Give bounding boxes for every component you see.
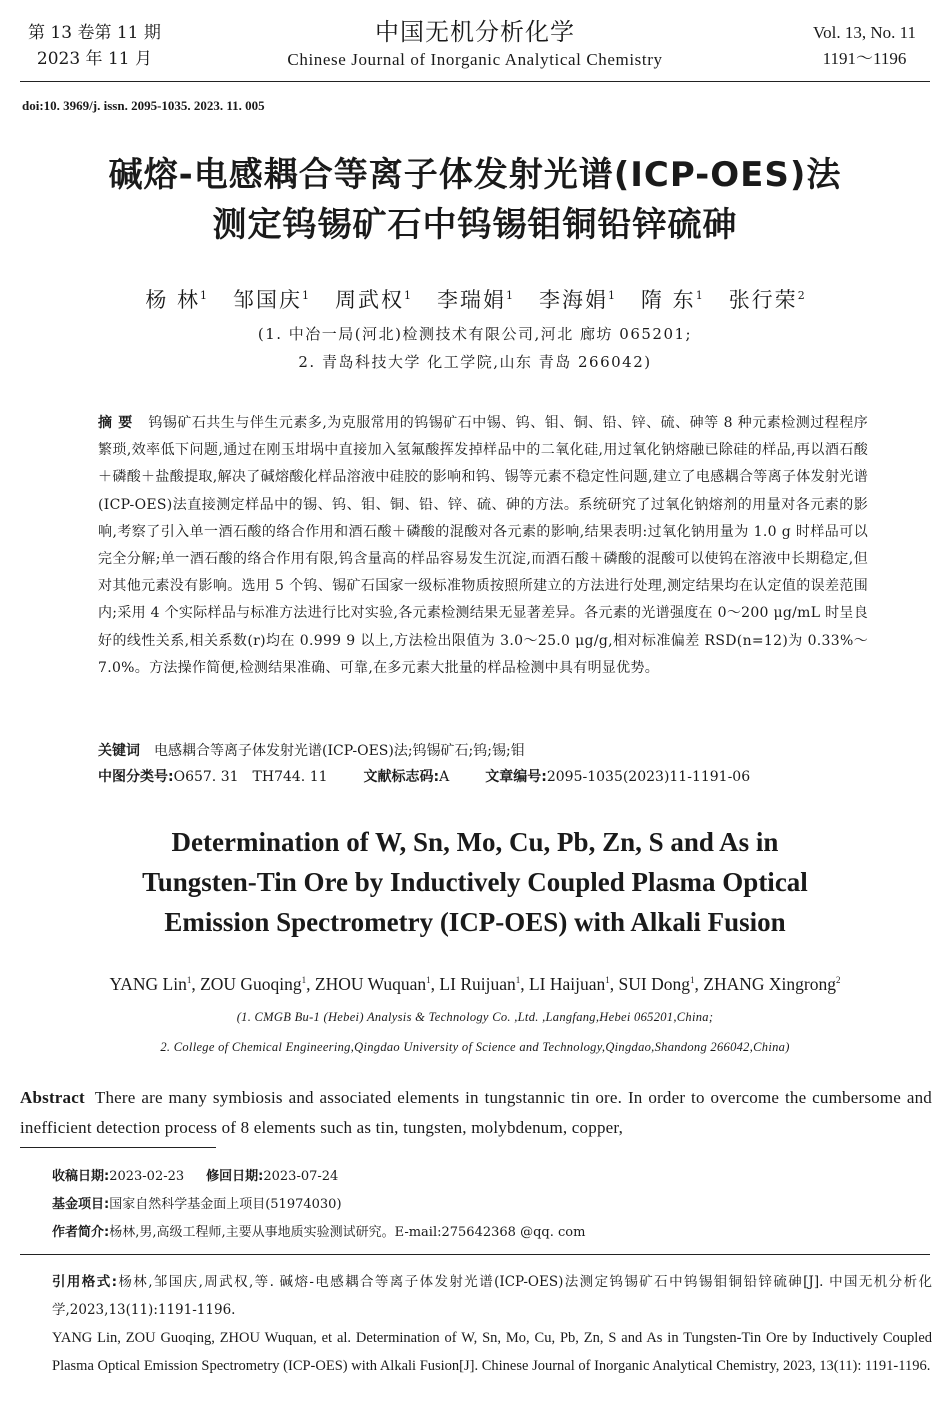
affiliation-cn-2: 2. 青岛科技大学 化工学院,山东 青岛 266042) (298, 353, 652, 371)
author-en: ZHOU Wuquan$^1$ (314, 974, 431, 994)
article-number-value: 2095-1035(2023)11-1191-06 (546, 769, 751, 785)
keywords-text: 电感耦合等离子体发射光谱(ICP-OES)法;钨锡矿石;钨;锡;钼 (154, 743, 525, 759)
fund-text: 国家自然科学基金面上项目(51974030) (109, 1197, 342, 1212)
title-en-line1: Determination of W, Sn, Mo, Cu, Pb, Zn, S and As in (171, 827, 779, 857)
title-en-line3: Emission Spectrometry (ICP-OES) with Alkali Fusion (164, 907, 786, 937)
article-number-label: 文章编号: (485, 769, 547, 785)
abstract-en-label: Abstract (20, 1088, 85, 1107)
affiliation-en-2: 2. College of Chemical Engineering,Qingdao University of Science and Technology,Qingdao,Shandong 266042,China) (160, 1040, 790, 1054)
author-en: LI Haijuan$^1$ (528, 974, 610, 994)
header-volume-en: Vol. 13, No. 11 (813, 23, 916, 42)
title-cn-line1: 碱熔-电感耦合等离子体发射光谱(ICP-OES)法 (108, 155, 842, 195)
abstract-en (20, 1083, 932, 1143)
author-en: SUI Dong$^1$ (618, 974, 695, 994)
author-cn: 张行荣$^2$ (728, 288, 805, 312)
citation-block (52, 1268, 932, 1380)
revised-date: 2023-07-24 (263, 1169, 339, 1184)
title-cn-line2: 测定钨锡矿石中钨锡钼铜铅锌硫砷 (212, 205, 738, 245)
authors-en: YANG Lin$^1$, ZOU Guoqing$^1$, ZHOU Wuquan$^1$, LI Ruijuan$^1$, LI Haijuan$^1$, SUI Dong$^1$, ZHANG Xingrong$^2$ (109, 974, 841, 994)
title-cn (0, 150, 950, 250)
author-en: YANG Lin$^1$ (109, 974, 192, 994)
affiliation-en-1: (1. CMGB Bu-1 (Hebei) Analysis & Technology Co. ,Ltd. ,Langfang,Hebei 065201,China; (236, 1010, 714, 1024)
author-cn: 隋 东$^1$ (641, 288, 703, 312)
journal-name-en: Chinese Journal of Inorganic Analytical Chemistry (287, 50, 663, 69)
keywords (98, 738, 888, 764)
citation-divider (20, 1254, 930, 1255)
author-bio-label: 作者简介: (52, 1225, 110, 1240)
footnote-divider (20, 1147, 216, 1148)
header-pages: 1191～1196 (822, 49, 907, 68)
revised-label: 修回日期: (206, 1169, 264, 1184)
citation-label: 引用格式: (52, 1274, 117, 1290)
abstract-cn (98, 410, 868, 682)
clc-label: 中图分类号: (98, 769, 174, 785)
title-en-line2: Tungsten-Tin Ore by Inductively Coupled Plasma Optical (142, 867, 808, 897)
author-bio-text: 杨林,男,高级工程师,主要从事地质实验测试研究。E-mail:275642368 @qq. com (109, 1225, 586, 1240)
author-en: ZOU Guoqing$^1$ (200, 974, 307, 994)
header-volume-cn: 第 13 卷第 11 期 (28, 23, 161, 43)
author-cn: 邹国庆$^1$ (233, 288, 309, 312)
doc-code-value: A (439, 769, 450, 785)
header-divider (20, 81, 930, 82)
header-issue-info (813, 20, 916, 72)
authors-cn (0, 284, 950, 314)
header-date-cn: 2023 年 11 月 (36, 49, 152, 69)
abstract-cn-label: 摘要 (98, 415, 139, 431)
footnotes (52, 1163, 912, 1247)
author-cn: 杨 林$^1$ (145, 288, 207, 312)
affiliations-cn (0, 320, 950, 376)
footnote-fund (52, 1191, 912, 1219)
author-cn: 李瑞娟$^1$ (437, 288, 513, 312)
footnote-author (52, 1219, 912, 1247)
author-en: ZHANG Xingrong$^2$ (703, 974, 841, 994)
received-date: 2023-02-23 (109, 1169, 185, 1184)
journal-header (0, 16, 950, 72)
citation-cn (52, 1268, 932, 1324)
received-label: 收稿日期: (52, 1169, 110, 1184)
author-en: LI Ruijuan$^1$ (439, 974, 521, 994)
doc-code-label: 文献标志码: (363, 769, 440, 785)
clc-value: O657. 31 TH744. 11 (173, 769, 328, 785)
citation-cn-text: 杨林,邹国庆,周武权,等. 碱熔-电感耦合等离子体发射光谱(ICP-OES)法测定钨锡矿石中钨锡钼铜铅锌硫砷[J]. 中国无机分析化学,2023,13(11):1191-1196. (52, 1274, 932, 1318)
classification-line (98, 764, 888, 790)
affiliation-cn-1: (1. 中冶一局(河北)检测技术有限公司,河北 廊坊 065201; (257, 325, 693, 343)
author-cn: 周武权$^1$ (335, 288, 411, 312)
keywords-label: 关键词 (98, 743, 140, 759)
journal-name-cn: 中国无机分析化学 (375, 18, 575, 46)
fund-label: 基金项目: (52, 1197, 110, 1212)
abstract-en-text: There are many symbiosis and associated elements in tungstannic tin ore. In order to overcome the cumbersome and inefficient detection process of 8 elements such as tin, tungsten, molybdenum, copper, (20, 1088, 932, 1137)
author-cn: 李海娟$^1$ (539, 288, 615, 312)
citation-en-text: YANG Lin, ZOU Guoqing, ZHOU Wuquan, et al. Determination of W, Sn, Mo, Cu, Pb, Zn, S and As in Tungsten-Tin Ore by Inductively Coupled Plasma Optical Emission Spectrometry (ICP-OES) with Alkali Fusion[J]. Chinese Journal of Inorganic Analytical Chemistry, 2023, 13(11): 1191-1196. (52, 1330, 932, 1374)
doi[interactable]: doi:10. 3969/j. issn. 2095-1035. 2023. 11. 005 (22, 98, 265, 113)
title-en (0, 822, 950, 942)
footnote-dates (52, 1163, 912, 1191)
abstract-cn-text: 钨锡矿石共生与伴生元素多,为克服常用的钨锡矿石中锡、钨、钼、铜、铅、锌、硫、砷等 8 种元素检测过程程序繁琐,效率低下问题,通过在刚玉坩埚中直接加入氢氟酸挥发掉样品中的二氧化硅,用过氧化钠熔融已除硅的样品,再以酒石酸＋磷酸＋盐酸提取,解决了碱熔酸化样品溶液中硅胶的影响和钨、锡等元素不稳定性问题,建立了电感耦合等离子体发射光谱(ICP-OES)法直接测定样品中的锡、钨、钼、铜、铅、锌、硫、砷的方法。系统研究了过氧化钠熔剂的用量对各元素的影响,考察了引入单一酒石酸的络合作用和酒石酸＋磷酸的混酸对各元素的影响,结果表明:过氧化钠用量为 1.0 g 时样品可以完全分解;单一酒石酸的络合作用有限,钨含量高的样品容易发生沉淀,而酒石酸＋磷酸的混酸可以使钨在溶液中长期稳定,但对其他元素没有影响。选用 5 个钨、锡矿石国家一级标准物质按照所建立的方法进行处理,测定结果均在认定值的误差范围内;采用 4 个实际样品与标准方法进行比对实验,各元素检测结果无显著差异。各元素的光谱强度在 0～200 μg/mL 时呈良好的线性关系,相关系数(r)均在 0.999 9 以上,方法检出限值为 3.0～25.0 μg/g,相对标准偏差 RSD(n=12)为 0.33%～7.0%。方法操作简便,检测结果准确、可靠,在多元素大批量的样品检测中具有明显优势。 (98, 415, 868, 676)
affiliations-en (0, 1002, 950, 1062)
